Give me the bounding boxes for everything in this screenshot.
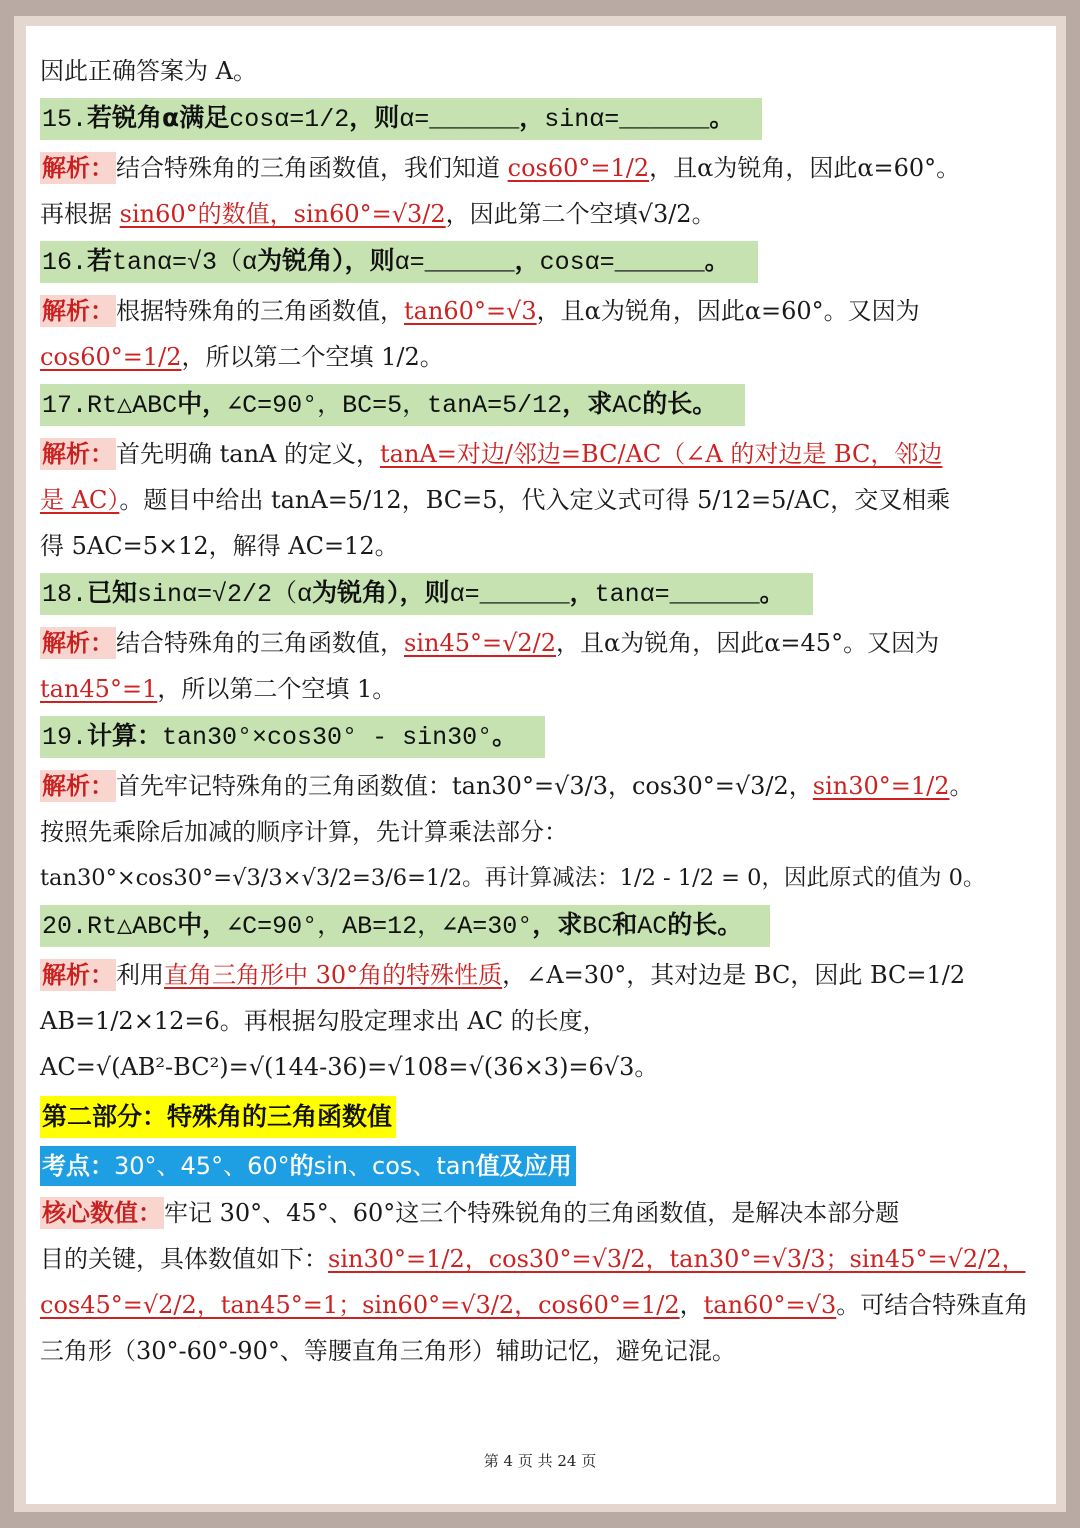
answer-line: 因此正确答案为 A。 — [40, 57, 257, 85]
analysis-18: 解析：结合特殊角的三角函数值，sin45°=√2/2，且α为锐角，因此α=45°。又因为 tan45°=1，所以第二个空填 1。 — [40, 629, 940, 703]
document-content — [40, 48, 1029, 1374]
analysis-label: 解析： — [42, 629, 114, 657]
page-number: 第 4 页 共 24 页 — [483, 1452, 597, 1470]
analysis-16: 解析：根据特殊角的三角函数值，tan60°=√3，且α为锐角，因此α=60°。又因为 cos60°=1/2，所以第二个空填 1/2。 — [40, 297, 920, 371]
question-20: 20.Rt△ABC中，∠C=90°，AB=12，∠A=30°，求BC和AC的长。 — [40, 905, 770, 947]
analysis-20: 解析：利用直角三角形中 30°角的特殊性质，∠A=30°，其对边是 BC，因此 BC=1/2 AB=1/2×12=6。再根据勾股定理求出 AC 的长度， AC=√(AB²-BC²)=√(144-36)=√108=√(36×3)=6√3。 — [40, 961, 966, 1081]
analysis-label: 解析： — [42, 772, 114, 800]
core-values: 核心数值：牢记 30°、45°、60°这三个特殊锐角的三角函数值，是解决本部分题 目的关键，具体数值如下：sin30°=1/2，cos30°=√3/2，tan30°=√3/3；sin45°=√2/2， cos45°=√2/2，tan45°=1；sin60°=√3/2，cos60°=1/2，tan60°=√3。可结合特殊直角 三角形（30°-60°-90°、等腰直角三角形）辅助记忆，避免记混。 — [40, 1199, 1029, 1365]
question-18: 18.已知sinα=√2/2（α为锐角），则α=______，tanα=______。 — [40, 573, 813, 615]
question-16: 16.若tanα=√3（α为锐角），则α=______，cosα=______。 — [40, 241, 758, 283]
analysis-label: 解析： — [42, 440, 114, 468]
question-17: 17.Rt△ABC中，∠C=90°，BC=5，tanA=5/12，求AC的长。 — [40, 384, 745, 426]
question-15: 15.若锐角α满足cosα=1/2，则α=______，sinα=______。 — [40, 98, 762, 140]
analysis-17: 解析：首先明确 tanA 的定义，tanA=对边/邻边=BC/AC（∠A 的对边是 BC，邻边 是 AC）。题目中给出 tanA=5/12，BC=5，代入定义式可得 5/12=5/AC，交叉相乘 得 5AC=5×12，解得 AC=12。 — [40, 440, 951, 560]
exam-point-banner: 考点：30°、45°、60°的sin、cos、tan值及应用 — [40, 1146, 576, 1186]
analysis-label: 解析： — [42, 297, 114, 325]
question-19: 19.计算：tan30°×cos30° - sin30°。 — [40, 716, 545, 758]
analysis-19: 解析：首先牢记特殊角的三角函数值：tan30°=√3/3，cos30°=√3/2，sin30°=1/2。 按照先乘除后加减的顺序计算，先计算乘法部分： tan30°×cos30°=√3/3×√3/2=3/6=1/2。再计算减法：1/2 - 1/2 = 0，因此原式的值为 0。 — [40, 772, 986, 891]
analysis-label: 解析： — [42, 961, 114, 989]
section-heading: 第二部分：特殊角的三角函数值 — [40, 1096, 396, 1138]
analysis-label: 解析： — [42, 154, 114, 182]
core-label: 核心数值： — [42, 1199, 162, 1227]
analysis-15: 解析：结合特殊角的三角函数值，我们知道 cos60°=1/2，且α为锐角，因此α=60°。 再根据 sin60°的数值，sin60°=√3/2，因此第二个空填√3/2。 — [40, 154, 961, 228]
